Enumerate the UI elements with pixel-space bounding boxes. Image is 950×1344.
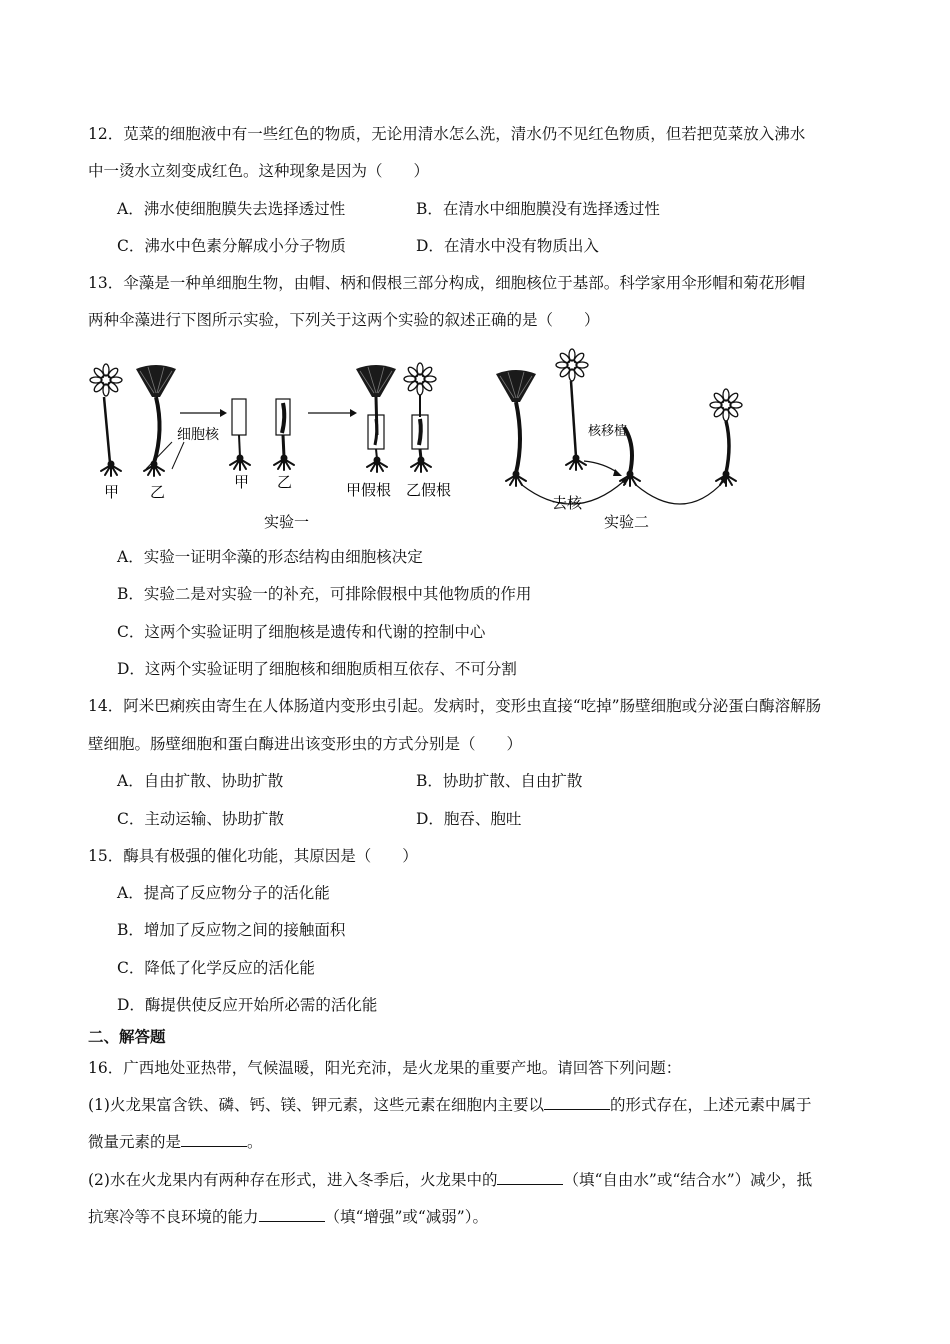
acetabularia-experiment-figure xyxy=(84,345,804,535)
label-jia2: 甲 xyxy=(234,473,250,491)
q12-stem-line2: 中一烫水立刻变成红色。这种现象是因为（ ） xyxy=(88,162,430,180)
q14-stem-line2: 壁细胞。肠壁细胞和蛋白酶进出该变形虫的方式分别是（ ） xyxy=(88,735,523,753)
q16-stem: 16．广西地处亚热带，气候温暖，阳光充沛，是火龙果的重要产地。请回答下列问题： xyxy=(88,1059,682,1077)
q16-part1-line2: 微量元素的是 。 xyxy=(88,1133,263,1151)
label-yi-root: 乙假根 xyxy=(406,481,452,499)
q12-option-a: A．沸水使细胞膜失去选择透过性 xyxy=(117,200,346,218)
q13-option-d: D．这两个实验证明了细胞核和细胞质相互依存、不可分割 xyxy=(117,660,517,678)
label-experiment1: 实验一 xyxy=(264,513,310,531)
q13-stem-line1: 13．伞藻是一种单细胞生物，由帽、柄和假根三部分构成，细胞核位于基部。科学家用伞形帽和菊花形帽 xyxy=(88,274,806,292)
q12-option-d: D．在清水中没有物质出入 xyxy=(416,237,599,255)
q13-option-b: B．实验二是对实验一的补充，可排除假根中其他物质的作用 xyxy=(117,585,532,603)
q16-part2-line2: 抗寒冷等不良环境的能力 （填“增强”或“减弱”）。 xyxy=(88,1208,488,1226)
q16-part2-line1: (2)水在火龙果内有两种存在形式，进入冬季后，火龙果中的 （填“自由水”或“结合水”）减少，抵 xyxy=(88,1171,813,1189)
label-yi2: 乙 xyxy=(277,473,293,491)
q15-option-b: B．增加了反应物之间的接触面积 xyxy=(117,921,346,939)
section-heading: 二、解答题 xyxy=(88,1027,166,1046)
q15-option-d: D．酶提供使反应开始所必需的活化能 xyxy=(117,996,378,1014)
q14-option-c: C．主动运输、协助扩散 xyxy=(117,810,284,828)
q13-option-a: A．实验一证明伞藻的形态结构由细胞核决定 xyxy=(117,548,423,566)
q15-option-c: C．降低了化学反应的活化能 xyxy=(117,959,315,977)
q14-option-a: A．自由扩散、协助扩散 xyxy=(117,772,284,790)
q14-stem-line1: 14．阿米巴痢疾由寄生在人体肠道内变形虫引起。发病时，变形虫直接“吃掉”肠壁细胞或分泌蛋白酶溶解肠 xyxy=(88,697,822,715)
answer-blank[interactable] xyxy=(259,1207,325,1222)
q14-option-b: B．协助扩散、自由扩散 xyxy=(416,772,583,790)
answer-blank[interactable] xyxy=(544,1095,610,1110)
q13-option-c: C．这两个实验证明了细胞核是遗传和代谢的控制中心 xyxy=(117,623,486,641)
q12-option-c: C．沸水中色素分解成小分子物质 xyxy=(117,237,346,255)
q15-option-a: A．提高了反应物分子的活化能 xyxy=(117,884,330,902)
label-experiment2: 实验二 xyxy=(604,513,650,531)
label-nucleus: 细胞核 xyxy=(177,427,219,443)
label-yi: 乙 xyxy=(150,483,166,501)
answer-blank[interactable] xyxy=(497,1170,563,1185)
q15-stem: 15．酶具有极强的催化功能，其原因是（ ） xyxy=(88,847,418,865)
answer-blank[interactable] xyxy=(181,1132,247,1147)
q14-option-d: D．胞吞、胞吐 xyxy=(416,810,522,828)
label-jia: 甲 xyxy=(104,483,120,501)
label-jia-root: 甲假根 xyxy=(346,481,392,499)
q16-part1-line1: (1)火龙果富含铁、磷、钙、镁、钾元素，这些元素在细胞内主要以 的形式存在，上述元素中属于 xyxy=(88,1096,812,1114)
q13-stem-line2: 两种伞藻进行下图所示实验，下列关于这两个实验的叙述正确的是（ ） xyxy=(88,311,600,329)
label-remove-nucleus: 去核 xyxy=(552,494,583,512)
label-transplant: 核移植 xyxy=(588,424,628,439)
q12-option-b: B．在清水中细胞膜没有选择透过性 xyxy=(416,200,660,218)
q12-stem-line1: 12．苋菜的细胞液中有一些红色的物质，无论用清水怎么洗，清水仍不见红色物质，但若把苋菜放入沸水 xyxy=(88,125,806,143)
